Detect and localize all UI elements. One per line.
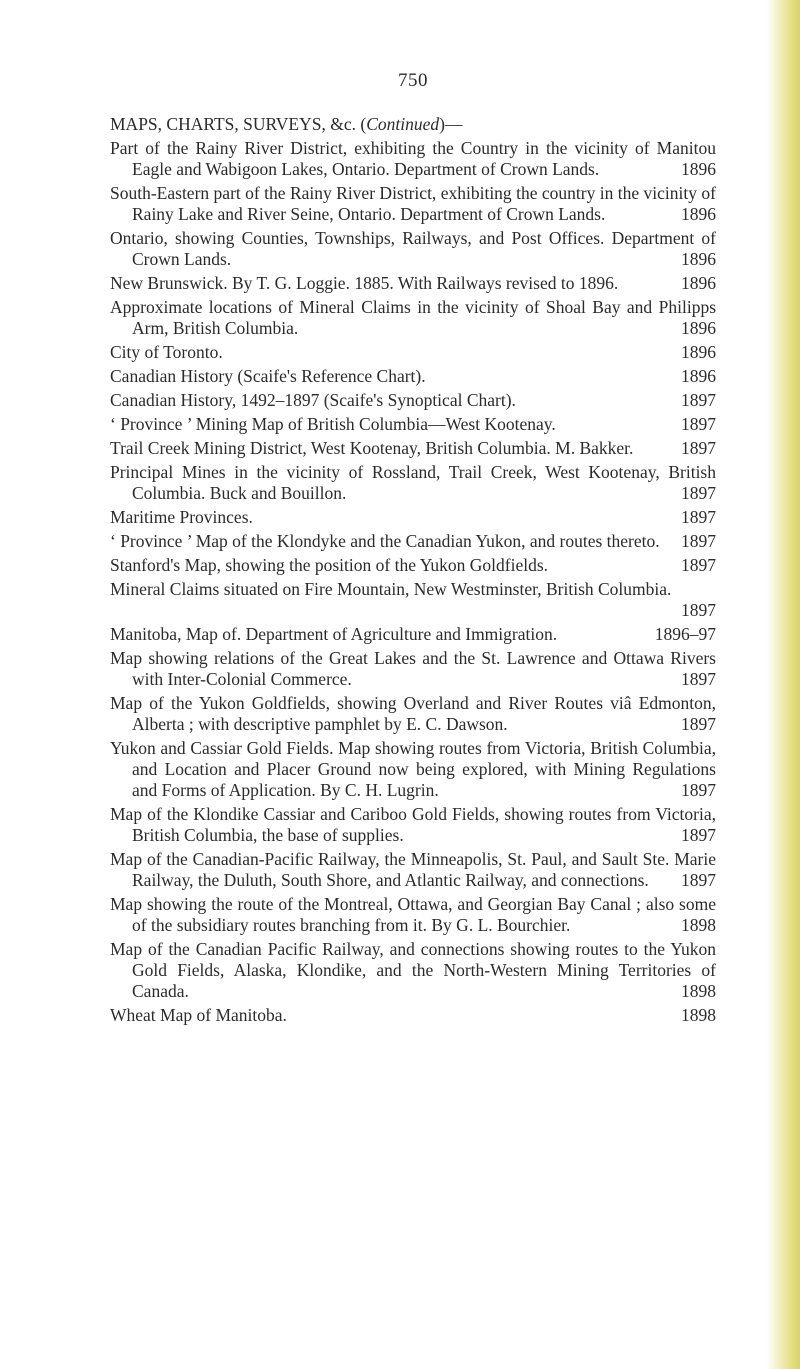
- entry-year: 1896: [681, 159, 716, 179]
- catalogue-entry: [110, 390, 716, 411]
- catalogue-entry: [110, 462, 716, 504]
- catalogue-entry: [110, 648, 716, 690]
- catalogue-entry: [110, 414, 716, 435]
- entry-year: 1896–97: [654, 624, 716, 644]
- entry-year: 1897: [681, 870, 716, 890]
- catalogue-entry: [110, 297, 716, 339]
- catalogue-entry: [110, 183, 716, 225]
- catalogue-entry: [110, 438, 716, 459]
- catalogue-entry: [110, 579, 716, 621]
- entry-year: 1897: [681, 669, 716, 689]
- entry-year: 1897: [681, 600, 716, 620]
- catalogue-entry: [110, 939, 716, 1002]
- entry-text: ‘ Province ’ Map of the Klondyke and the Canadian Yukon, and routes thereto.: [110, 531, 660, 551]
- entry-text: ‘ Province ’ Mining Map of British Columbia—West Kootenay.: [110, 414, 556, 434]
- catalogue-entry: [110, 894, 716, 936]
- catalogue-entry: [110, 273, 716, 294]
- catalogue-entry: [110, 342, 716, 363]
- entry-year: 1897: [681, 531, 716, 551]
- entry-text: New Brunswick. By T. G. Loggie. 1885. With Railways revised to 1896.: [110, 273, 619, 293]
- entry-text: Map showing relations of the Great Lakes and the St. Lawrence and Ottawa Rivers with Inter-Colonial Commerce.: [110, 648, 716, 689]
- entry-year: 1898: [681, 1005, 716, 1025]
- heading-tail: )—: [439, 114, 463, 134]
- entry-text: Canadian History, 1492–1897 (Scaife's Synoptical Chart).: [110, 390, 516, 410]
- catalogue-entry: [110, 804, 716, 846]
- entry-year: 1897: [681, 714, 716, 734]
- catalogue-entry: [110, 738, 716, 801]
- entry-year: 1897: [681, 390, 716, 410]
- entry-text: Map of the Yukon Goldfields, showing Overland and River Routes viâ Edmonton, Alberta ; with descriptive pamphlet by E. C. Dawson.: [110, 693, 716, 734]
- entry-text: Mineral Claims situated on Fire Mountain, New Westminster, British Columbia.: [110, 579, 672, 599]
- catalogue-entry: [110, 1005, 716, 1026]
- catalogue-entry: [110, 693, 716, 735]
- entry-text: Approximate locations of Mineral Claims in the vicinity of Shoal Bay and Philipps Arm, British Columbia.: [110, 297, 716, 338]
- catalogue-entry: [110, 849, 716, 891]
- heading-continued: Continued: [366, 114, 440, 134]
- entry-text: Map of the Klondike Cassiar and Cariboo Gold Fields, showing routes from Victoria, British Columbia, the base of supplies.: [110, 804, 716, 845]
- section-heading: [110, 114, 716, 135]
- catalogue-entry: [110, 366, 716, 387]
- entry-year: 1897: [681, 507, 716, 527]
- entry-text: South-Eastern part of the Rainy River District, exhibiting the country in the vicinity of Rainy Lake and River Seine, Ontario. Department of Crown Lands.: [110, 183, 716, 224]
- entry-year: 1896: [681, 366, 716, 386]
- entry-text: Canadian History (Scaife's Reference Chart).: [110, 366, 426, 386]
- entry-text: Manitoba, Map of. Department of Agriculture and Immigration.: [110, 624, 558, 644]
- entry-year: 1897: [681, 555, 716, 575]
- entry-list: [110, 138, 716, 1026]
- entry-year: 1897: [681, 414, 716, 434]
- page-number: 750: [398, 70, 428, 91]
- entry-year: 1897: [681, 483, 716, 503]
- entry-text: Principal Mines in the vicinity of Rossland, Trail Creek, West Kootenay, British Columbia. Buck and Bouillon.: [110, 462, 716, 503]
- entry-text: Part of the Rainy River District, exhibiting the Country in the vicinity of Manitou Eagle and Wabigoon Lakes, Ontario. Department of Crown Lands.: [110, 138, 716, 179]
- catalogue-entry: [110, 138, 716, 180]
- entry-year: 1897: [681, 825, 716, 845]
- entry-text: Yukon and Cassiar Gold Fields. Map showing routes from Victoria, British Columbia, and Location and Placer Ground now being explored, with Mining Regulations and Forms of Application. By C. H. Lugrin.: [110, 738, 716, 800]
- catalogue-entry: [110, 228, 716, 270]
- entry-year: 1896: [681, 249, 716, 269]
- heading-main: MAPS, CHARTS, SURVEYS, &c. (: [110, 114, 367, 134]
- entry-year: 1898: [681, 981, 716, 1001]
- entry-text: Map of the Canadian Pacific Railway, and connections showing routes to the Yukon Gold Fields, Alaska, Klondike, and the North-Western Mining Territories of Canada.: [110, 939, 716, 1001]
- entry-year: 1896: [681, 204, 716, 224]
- entry-year: 1896: [681, 273, 716, 293]
- entry-text: Ontario, showing Counties, Townships, Railways, and Post Offices. Department of Crown Lands.: [110, 228, 716, 269]
- entry-text: Stanford's Map, showing the position of the Yukon Goldfields.: [110, 555, 549, 575]
- entry-year: 1896: [681, 342, 716, 362]
- catalogue-entry: [110, 624, 716, 645]
- entry-year: 1896: [681, 318, 716, 338]
- entry-text: Trail Creek Mining District, West Kootenay, British Columbia. M. Bakker.: [110, 438, 634, 458]
- catalogue-entry: [110, 531, 716, 552]
- entry-year: 1898: [681, 915, 716, 935]
- catalogue-entry: [110, 555, 716, 576]
- catalogue-entry: [110, 507, 716, 528]
- entry-text: Wheat Map of Manitoba.: [110, 1005, 287, 1025]
- entry-year: 1897: [681, 780, 716, 800]
- entry-text: Map of the Canadian-Pacific Railway, the Minneapolis, St. Paul, and Sault Ste. Marie Railway, the Duluth, South Shore, and Atlantic Railway, and connections.: [110, 849, 716, 890]
- entry-text: Map showing the route of the Montreal, Ottawa, and Georgian Bay Canal ; also some of the subsidiary routes branching from it. By G. L. Bourchier.: [110, 894, 716, 935]
- entry-text: Maritime Provinces.: [110, 507, 253, 527]
- page-edge-discoloration: [766, 0, 800, 1369]
- document-page: [110, 70, 716, 1026]
- entry-text: City of Toronto.: [110, 342, 223, 362]
- entry-year: 1897: [681, 438, 716, 458]
